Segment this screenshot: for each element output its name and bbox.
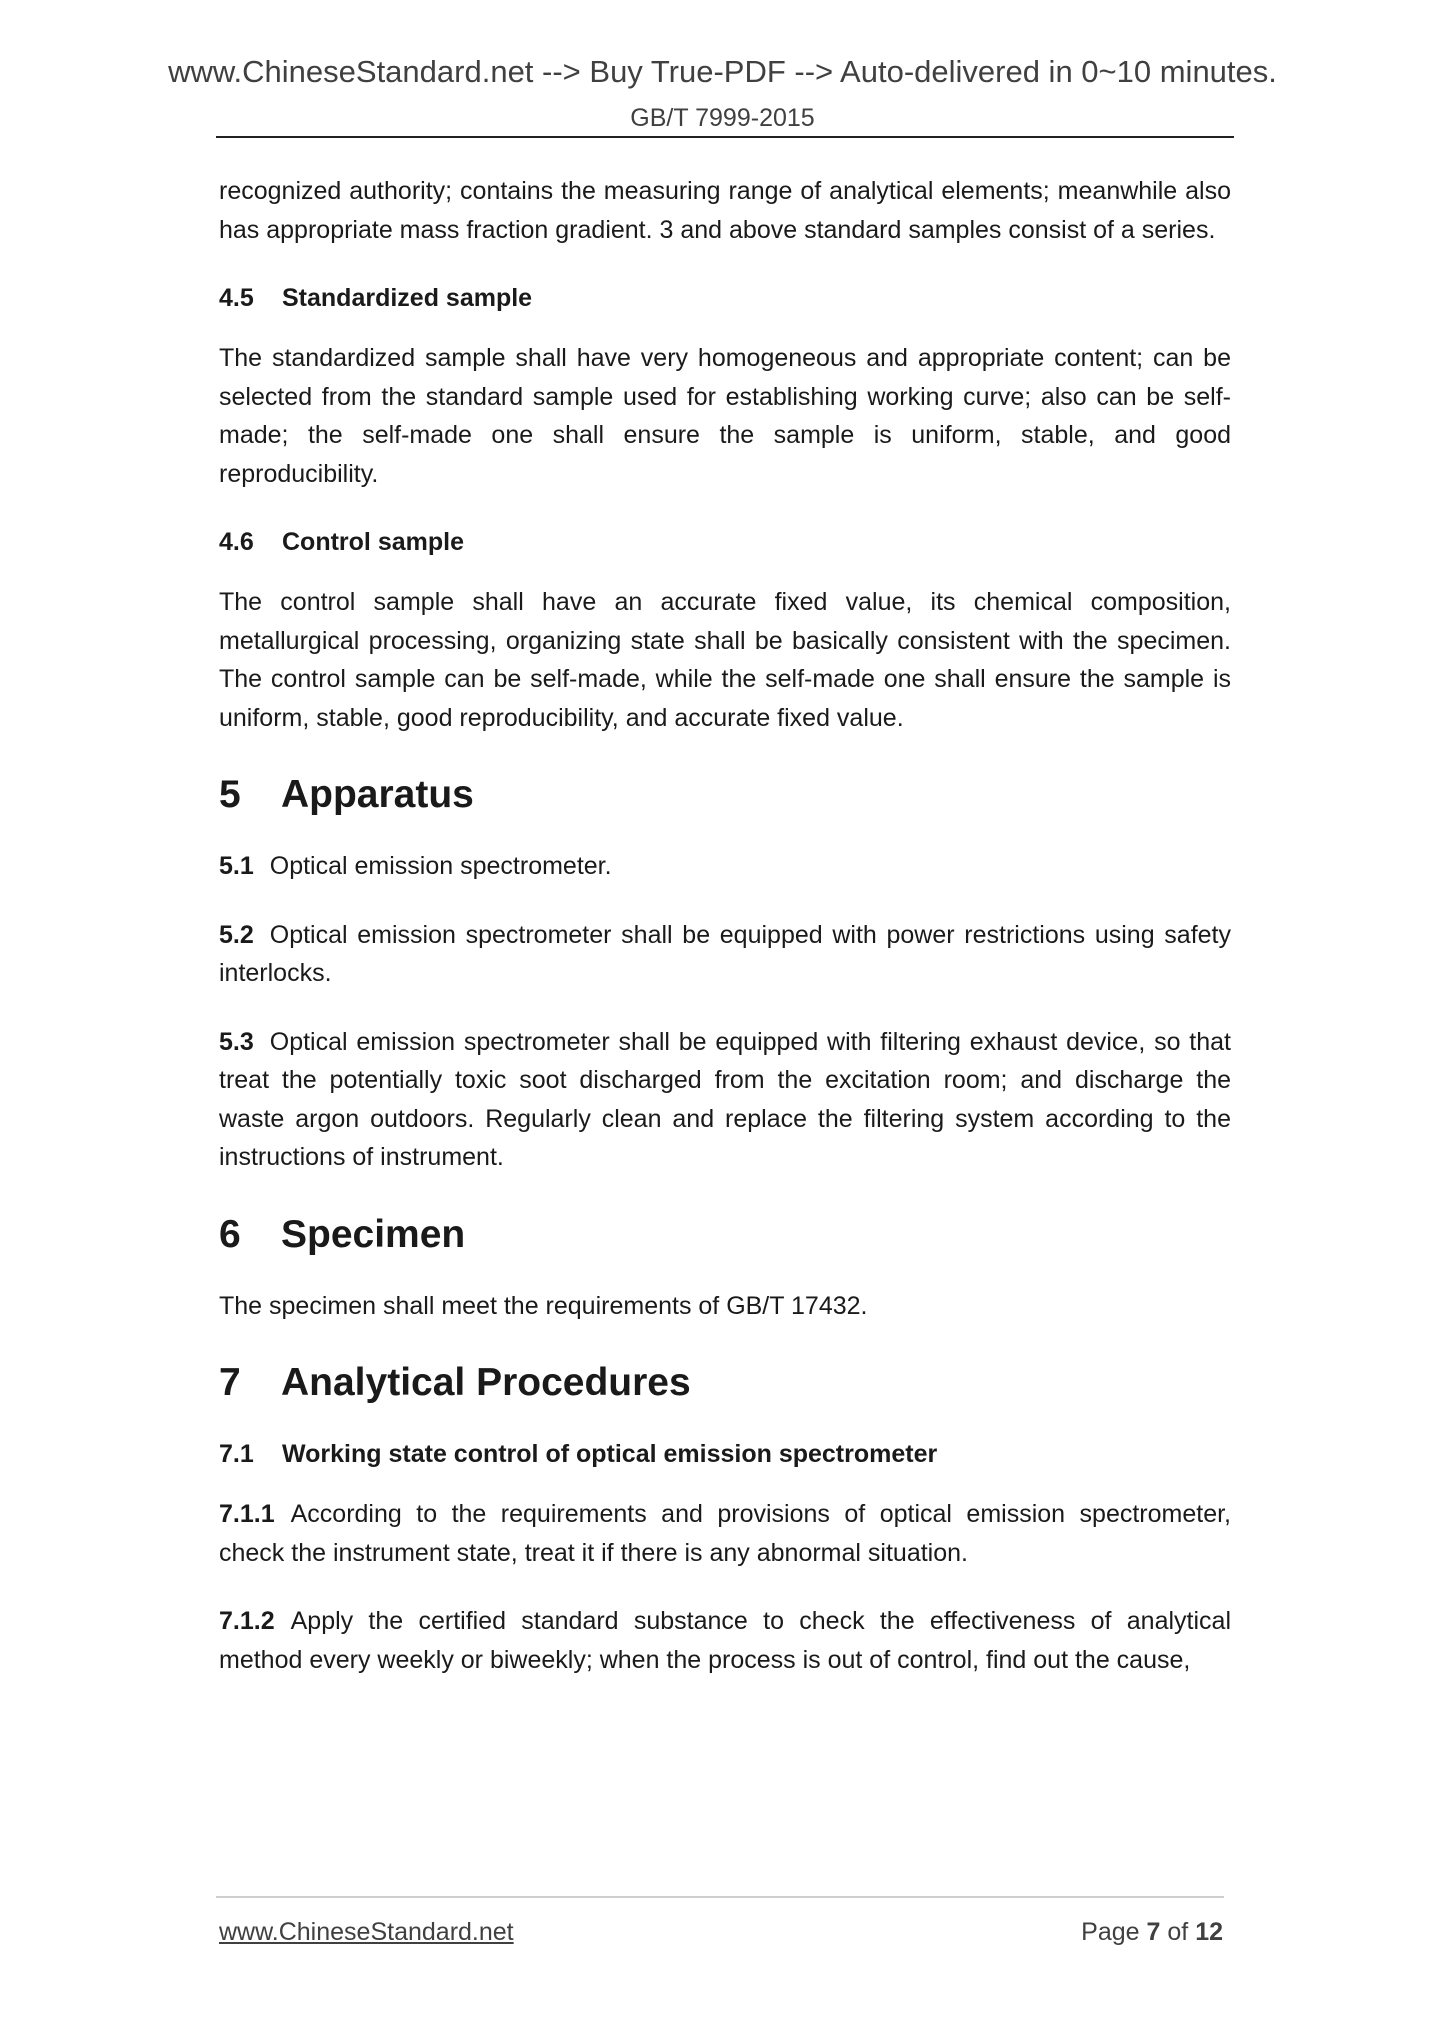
heading-7-1: 7.1 Working state control of optical emission spectrometer: [219, 1440, 938, 1468]
document-body: [219, 172, 1231, 1709]
heading-7: 7 Analytical Procedures: [219, 1361, 691, 1404]
heading-5: 5 Apparatus: [219, 773, 474, 816]
footer-divider: [216, 1896, 1224, 1898]
clause-7-1-2: 7.1.2 Apply the certified standard substance to check the effectiveness of analytical method every weekly or biweekly; when the process is out of control, find out the cause,: [219, 1607, 1231, 1674]
clause-7-1-1: 7.1.1 According to the requirements and provisions of optical emission spectrometer, check the instrument state, treat it if there is any abnormal situation.: [219, 1500, 1231, 1567]
paragraph-6: The specimen shall meet the requirements of GB/T 17432.: [219, 1291, 868, 1320]
clause-5-1: 5.1 Optical emission spectrometer.: [219, 852, 612, 880]
clause-5-3: 5.3 Optical emission spectrometer shall be equipped with filtering exhaust device, so that treat the potentially toxic soot discharged from the excitation room; and discharge the waste argon outdoors. Regularly clean and replace the filtering system according to the instructions of instrument.: [219, 1027, 1231, 1171]
page-indicator: Page 7 of 12: [1081, 1918, 1223, 1946]
total-pages: 12: [1195, 1918, 1223, 1946]
header-divider: [216, 136, 1234, 138]
paragraph-4-6: The control sample shall have an accurate fixed value, its chemical composition, metallurgical processing, organizing state shall be basically consistent with the specimen. The control sample can be self-made, while the self-made one shall ensure the sample is uniform, stable, good reproducibility, and accurate fixed value.: [219, 588, 1231, 732]
standard-code: GB/T 7999-2015: [630, 104, 815, 132]
paragraph-4-5: The standardized sample shall have very homogeneous and appropriate content; can be selected from the standard sample used for establishing working curve; also can be self-made; the self-made one shall ensure the sample is uniform, stable, and good reproducibility.: [219, 344, 1231, 488]
current-page: 7: [1146, 1918, 1161, 1946]
footer-website-link[interactable]: www.ChineseStandard.net: [219, 1918, 514, 1946]
heading-4-6: 4.6 Control sample: [219, 528, 464, 556]
intro-paragraph: recognized authority; contains the measuring range of analytical elements; meanwhile also has appropriate mass fraction gradient. 3 and above standard samples consist of a series.: [219, 177, 1231, 244]
header-title: www.ChineseStandard.net --> Buy True-PDF --> Auto-delivered in 0~10 minutes.: [168, 54, 1277, 89]
heading-6: 6 Specimen: [219, 1212, 466, 1256]
clause-5-2: 5.2 Optical emission spectrometer shall be equipped with power restrictions using safety interlocks.: [219, 920, 1231, 987]
heading-4-5: 4.5 Standardized sample: [219, 284, 533, 312]
